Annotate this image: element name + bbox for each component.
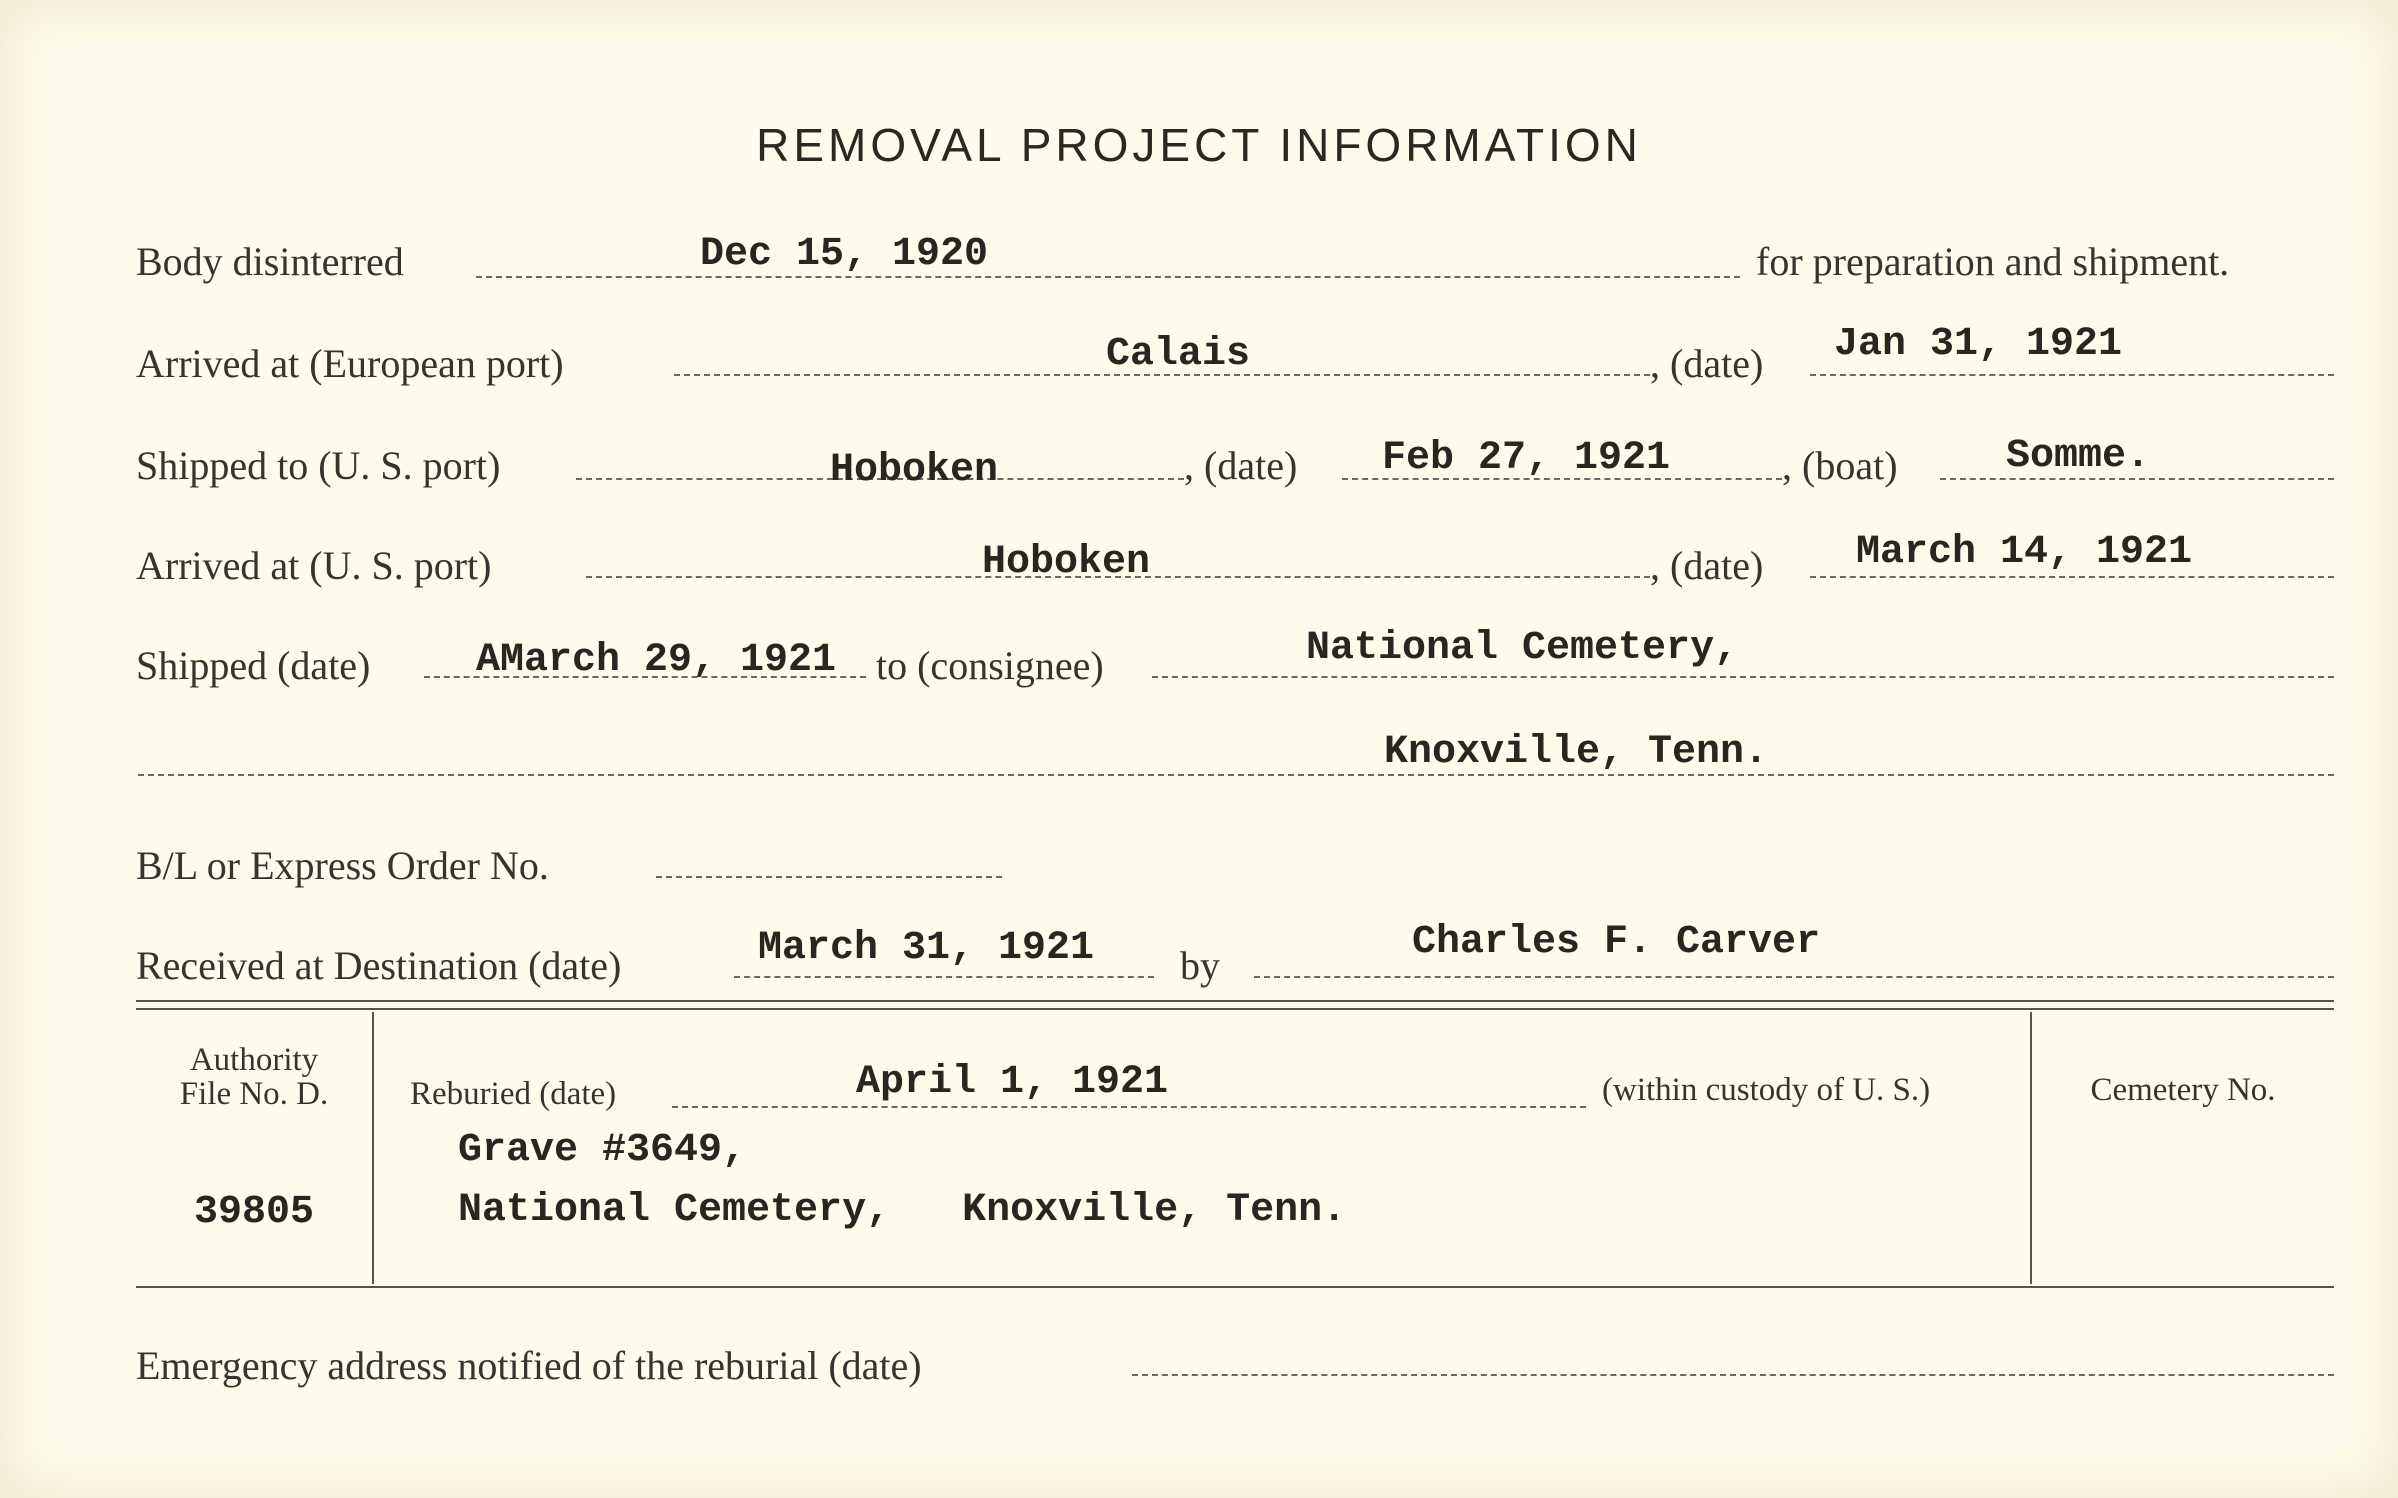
box-divider-left bbox=[372, 1012, 374, 1284]
card-title: REMOVAL PROJECT INFORMATION bbox=[756, 119, 1642, 171]
authority-file-number: 39805 bbox=[193, 1190, 315, 1235]
arrived-us-date-label: , (date) bbox=[1650, 543, 1764, 588]
arrived-europe-label: Arrived at (European port) bbox=[136, 341, 564, 386]
emergency-line bbox=[1132, 1374, 2334, 1376]
received-date: March 31, 1921 bbox=[758, 926, 1095, 971]
arrived-europe-date-line bbox=[1810, 374, 2334, 376]
arrived-us-port: Hoboken bbox=[982, 540, 1151, 585]
shipped-us-date-label: , (date) bbox=[1184, 443, 1298, 488]
shipped-us-boat: Somme. bbox=[2006, 434, 2151, 479]
cemetery-no-label: Cemetery No. bbox=[2090, 1072, 2276, 1108]
arrived-us-label: Arrived at (U. S. port) bbox=[136, 543, 492, 588]
shipped-date: AMarch 29, 1921 bbox=[476, 638, 837, 683]
shipped-date-label: Shipped (date) bbox=[136, 643, 371, 688]
shipped-us-label: Shipped to (U. S. port) bbox=[136, 443, 501, 488]
disinterred-line bbox=[476, 276, 1740, 278]
consignee-line-1 bbox=[1152, 676, 2334, 678]
authority-label-1: Authority bbox=[189, 1042, 319, 1078]
consignee-line-2 bbox=[138, 774, 2334, 776]
consignee-label: to (consignee) bbox=[876, 643, 1104, 688]
consignee-city: Knoxville, Tenn. bbox=[1384, 730, 1769, 775]
box-top-rule-2 bbox=[136, 1008, 2334, 1010]
shipped-us-port: Hoboken bbox=[830, 448, 999, 493]
reburied-label: Reburied (date) bbox=[410, 1076, 617, 1112]
grave-location: National Cemetery, Knoxville, Tenn. bbox=[458, 1188, 1347, 1233]
arrived-europe-port: Calais bbox=[1106, 332, 1251, 377]
bl-label: B/L or Express Order No. bbox=[136, 843, 549, 888]
reburied-date: April 1, 1921 bbox=[856, 1060, 1169, 1105]
received-by-line bbox=[1254, 976, 2334, 978]
disinterred-suffix: for preparation and shipment. bbox=[1756, 239, 2230, 284]
authority-label-2: File No. D. bbox=[179, 1076, 329, 1112]
arrived-us-date-line bbox=[1810, 576, 2334, 578]
received-by: Charles F. Carver bbox=[1412, 920, 1821, 965]
bl-line bbox=[656, 876, 1002, 878]
arrived-europe-date: Jan 31, 1921 bbox=[1834, 322, 2123, 367]
box-top-rule-1 bbox=[136, 1000, 2334, 1002]
grave-number: Grave #3649, bbox=[458, 1128, 747, 1173]
emergency-label: Emergency address notified of the reburial (date) bbox=[136, 1343, 922, 1388]
custody-label: (within custody of U. S.) bbox=[1602, 1072, 1931, 1108]
shipped-us-date: Feb 27, 1921 bbox=[1382, 436, 1671, 481]
arrived-us-date: March 14, 1921 bbox=[1856, 530, 2193, 575]
received-by-label: by bbox=[1180, 943, 1220, 988]
reburied-date-line bbox=[672, 1106, 1586, 1108]
received-date-line bbox=[734, 976, 1154, 978]
received-label: Received at Destination (date) bbox=[136, 943, 622, 988]
arrived-europe-date-label: , (date) bbox=[1650, 341, 1764, 386]
shipped-us-boat-label: , (boat) bbox=[1782, 443, 1898, 488]
consignee-name: National Cemetery, bbox=[1306, 626, 1739, 671]
disinterred-label: Body disinterred bbox=[136, 239, 404, 284]
disinterred-date: Dec 15, 1920 bbox=[700, 232, 989, 277]
box-divider-right bbox=[2030, 1012, 2032, 1284]
box-bottom-rule bbox=[136, 1286, 2334, 1288]
